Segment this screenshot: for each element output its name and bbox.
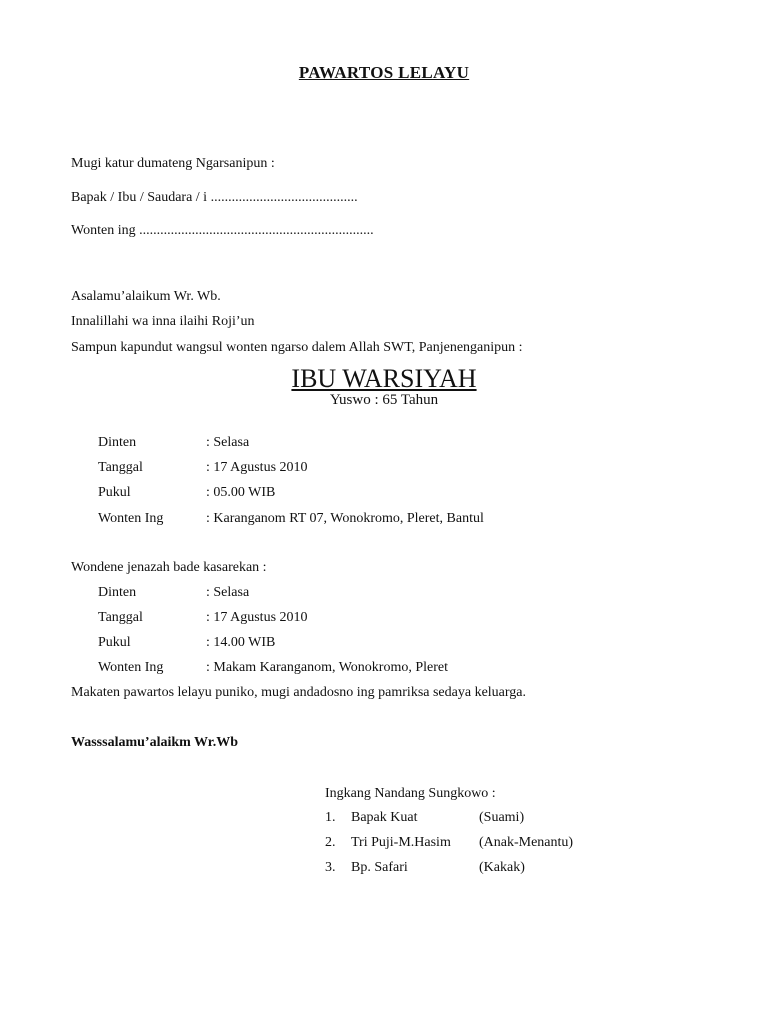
recipient-line: Bapak / Ibu / Saudara / i .......................................... [71,190,358,205]
closing-note: Makaten pawartos lelayu puniko, mugi andadosno ing pamriksa sedaya keluarga. [71,685,527,700]
burial-place-label: Wonten Ing [98,660,164,675]
addressee-intro: Mugi katur dumateng Ngarsanipun : [71,156,275,171]
mourner-relation: (Anak-Menantu) [479,835,574,850]
burial-time-label: Pukul [98,635,131,650]
mourner-number: 2. [325,835,336,850]
death-place-label: Wonten Ing [98,511,164,526]
mourner-name: Tri Puji-M.Hasim [351,835,451,850]
burial-day-label: Dinten [98,585,137,600]
death-time-value: : 05.00 WIB [206,485,276,500]
death-day-label: Dinten [98,435,137,450]
death-date-value: : 17 Agustus 2010 [206,460,308,475]
mourner-name: Bapak Kuat [351,810,418,825]
burial-place-value: : Makam Karanganom, Wonokromo, Pleret [206,660,449,675]
mourner-name: Bp. Safari [351,860,408,875]
burial-day-value: : Selasa [206,585,250,600]
burial-intro: Wondene jenazah bade kasarekan : [71,560,267,575]
death-place-value: : Karanganom RT 07, Wonokromo, Pleret, Bantul [206,511,484,526]
salam-line: Asalamu’alaikum Wr. Wb. [71,289,221,304]
deceased-age: Yuswo : 65 Tahun [329,392,439,408]
deceased-name: IBU WARSIYAH [291,364,477,393]
burial-date-label: Tanggal [98,610,143,625]
closing-salam: Wasssalamu’alaikm Wr.Wb [71,735,239,750]
mourner-relation: (Suami) [479,810,525,825]
death-time-label: Pukul [98,485,131,500]
announcement-line: Sampun kapundut wangsul wonten ngarso dalem Allah SWT, Panjenenganipun : [71,340,523,355]
burial-date-value: : 17 Agustus 2010 [206,610,308,625]
burial-time-value: : 14.00 WIB [206,635,276,650]
document-title: PAWARTOS LELAYU [298,63,470,82]
mourner-number: 3. [325,860,336,875]
death-day-value: : Selasa [206,435,250,450]
mourner-relation: (Kakak) [479,860,525,875]
mourners-heading: Ingkang Nandang Sungkowo : [325,786,496,801]
death-date-label: Tanggal [98,460,143,475]
address-line: Wonten ing ................................................................... [71,223,374,238]
mourner-number: 1. [325,810,336,825]
istirja-line: Innalillahi wa inna ilaihi Roji’un [71,314,255,329]
